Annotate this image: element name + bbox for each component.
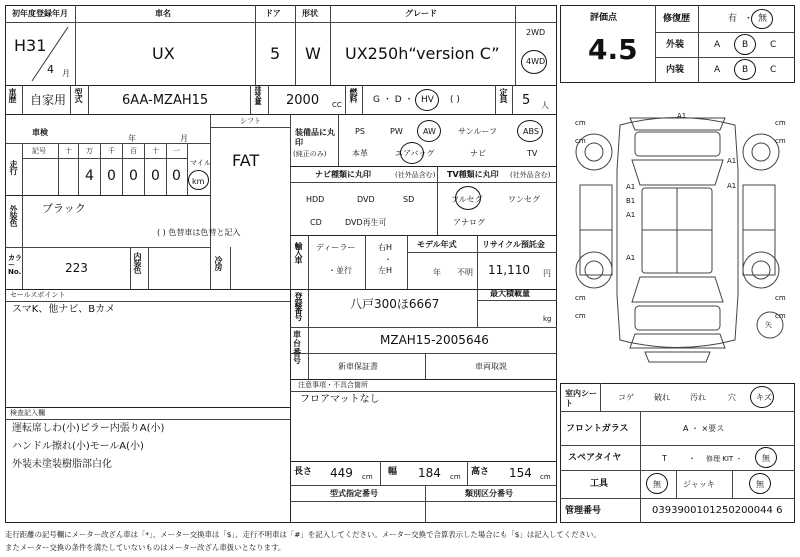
digit-label-ichi: 一 — [173, 147, 180, 155]
navi-dvd: DVD — [357, 195, 375, 204]
mileage-digit-4: 0 — [151, 168, 160, 184]
max-load-unit: kg — [543, 315, 552, 323]
height-unit: cm — [540, 473, 551, 481]
height-value: 154 — [509, 466, 532, 480]
height-label: 高さ — [471, 467, 490, 477]
drive-4wd-circle — [521, 50, 547, 74]
import-dealer: ディーラー — [316, 243, 356, 252]
category-value: 自家用 — [30, 93, 67, 107]
management-label: 管理番号 — [565, 506, 602, 516]
equip-leather: 本革 — [352, 149, 368, 158]
exterior-b-circle — [734, 34, 756, 55]
km-circle — [188, 170, 209, 190]
aircon-label: 冷房 — [214, 256, 223, 270]
category-label: 車歴 — [8, 88, 17, 102]
navi-cd: CD — [310, 218, 322, 227]
door-count: 5 — [270, 44, 281, 63]
mileage-label: 走行 — [9, 160, 18, 174]
cm-5: cm — [575, 294, 586, 302]
exterior-c: C — [770, 40, 777, 50]
shaken-year: 年 — [128, 134, 136, 143]
equip-navi: ナビ — [470, 149, 486, 158]
color-no: 223 — [65, 261, 88, 275]
fuel-hv-circle — [415, 89, 439, 111]
spare-tire-kit: 修理 KIT ・ — [706, 455, 743, 463]
spare-tire-dot: ・ — [688, 454, 696, 463]
exterior-label: 外装 — [666, 40, 685, 50]
tv-label: TV種類に丸印 — [447, 170, 499, 179]
sales-label: セールスポイント — [10, 291, 66, 299]
tv-fullseg: フルセグ — [451, 195, 483, 204]
chassis-label: 車台番号 — [293, 330, 301, 366]
type-designation-label: 型式指定番号 — [330, 489, 378, 498]
first-reg-month: 4 — [47, 63, 54, 76]
spare-tire-t: T — [662, 454, 667, 463]
car-damage-diagram — [560, 90, 795, 380]
sheet-burn: コゲ — [618, 393, 634, 402]
import-right: 右H — [378, 243, 393, 252]
score-value: 4.5 — [588, 33, 638, 66]
recycle-label: リサイクル預託金 — [482, 240, 545, 249]
new-car-warranty: 新車保証書 — [338, 362, 378, 371]
sheet-tear: 破れ — [654, 393, 670, 402]
inspector-line-3: 外装未塗装樹脂部白化 — [12, 459, 112, 470]
cm-8: cm — [775, 312, 786, 320]
exterior-a: A — [714, 40, 721, 50]
inspector-label: 検査記入欄 — [10, 409, 45, 417]
interior-a: A — [714, 65, 721, 75]
repair-label: 修復歴 — [663, 14, 691, 24]
equip-airbag: エアバッグ — [395, 149, 435, 158]
tools-label: 工具 — [590, 479, 609, 489]
model-year-unknown: 不明 — [457, 268, 473, 277]
navi-sd: SD — [403, 195, 415, 204]
exterior-b: B — [742, 40, 749, 50]
footer-line-1: 走行距離の記号欄にメーター改ざん車は「*」、メーター交換車は「$」、走行不明車は「#」を記入してください。メーター交換で合算表示した場合にも「$」は記入してください。 — [5, 530, 601, 539]
model-label: 型式 — [74, 88, 83, 102]
digit-label-juu: 十 — [152, 147, 159, 155]
length-unit: cm — [362, 473, 373, 481]
fuel-selected: HV — [421, 95, 434, 105]
first-reg-label: 初年度登録年月 — [12, 9, 68, 18]
cm-2: cm — [575, 137, 586, 145]
car-name: UX — [152, 44, 175, 63]
import-dot: ・ — [384, 255, 392, 264]
dmg-a1-l2: A1 — [626, 211, 636, 219]
fuel-options: G ・ D ・ — [373, 95, 414, 105]
navi-dvd-play: DVD再生可 — [345, 218, 387, 227]
vehicle-manual: 車両取説 — [475, 362, 507, 371]
repair-no: 無 — [758, 14, 768, 24]
car-name-label: 車名 — [155, 9, 171, 18]
color-value: ブラック — [42, 202, 86, 215]
dmg-a1-r2: A1 — [727, 182, 737, 190]
cm-1: cm — [575, 119, 586, 127]
recycle-value: 11,110 — [488, 263, 530, 277]
notes-value: フロアマットなし — [300, 394, 380, 405]
shaken-label: 車検 — [32, 128, 48, 137]
equip-aw: AW — [423, 127, 436, 136]
jack-value: 無 — [756, 480, 764, 489]
drive-2wd: 2WD — [526, 28, 546, 37]
spare-tire-label: スペアタイヤ — [568, 453, 622, 463]
class-number-label: 類別区分番号 — [465, 489, 513, 498]
jack-label: ジャッキ — [683, 480, 715, 489]
model-value: 6AA-MZAH15 — [122, 93, 209, 108]
cm-6: cm — [575, 312, 586, 320]
cm-4: cm — [775, 137, 786, 145]
fullseg-circle — [455, 186, 481, 210]
digit-label-hyaku: 百 — [130, 147, 137, 155]
sheet-hole: 穴 — [728, 393, 736, 402]
sheet-scratch: キズ — [756, 393, 772, 402]
dmg-a1-l1: A1 — [626, 183, 636, 191]
equip-ps: PS — [355, 127, 365, 136]
score-label: 評価点 — [590, 13, 618, 23]
width-value: 184 — [418, 466, 441, 480]
tv-oneseg: ワンセグ — [508, 195, 540, 204]
equip-abs: ABS — [523, 127, 539, 136]
fuel-paren: ( ) — [450, 95, 460, 105]
color-label: 外装色 — [9, 205, 18, 226]
interior-color-label: 内装色 — [133, 252, 142, 273]
chassis-value: MZAH15-2005646 — [380, 333, 489, 347]
navi-label: ナビ種類に丸印 — [315, 170, 371, 179]
jack-none-circle — [749, 473, 771, 494]
tv-sub: (社外品含む) — [510, 171, 551, 179]
drive-4wd: 4WD — [526, 57, 546, 66]
spare-tire-none: 無 — [762, 454, 770, 463]
capacity-unit: 人 — [541, 101, 549, 110]
mileage-digit-3: 0 — [129, 168, 138, 184]
windshield-label: フロントガラス — [566, 424, 629, 434]
footer-line-2: またメーター交換の条件を満たしていないものはメーター改ざん車扱いとなります。 — [5, 543, 286, 552]
digit-label-code: 記号 — [32, 147, 46, 155]
displacement-unit: CC — [332, 101, 342, 109]
first-reg-era: H31 — [14, 36, 47, 55]
abs-circle — [517, 120, 543, 142]
interior-b: B — [742, 65, 749, 75]
shift-label: シフト — [240, 117, 261, 125]
navi-sub: (社外品含む) — [395, 171, 436, 179]
import-parallel: ・並行 — [328, 266, 352, 275]
tools-value: 無 — [653, 480, 661, 489]
interior-score-label: 内装 — [666, 65, 685, 75]
model-year-year: 年 — [433, 268, 441, 277]
grade-label: グレード — [405, 9, 437, 18]
dmg-arrow-mark: 矢 — [765, 321, 772, 329]
capacity-label: 定員 — [499, 88, 508, 102]
windshield-value: A ・ ×要ス — [683, 424, 725, 433]
recycle-unit: 円 — [543, 269, 551, 278]
width-unit: cm — [450, 473, 461, 481]
repair-no-circle — [751, 9, 773, 29]
color-change-note: ( ) 色替車は色替と記入 — [157, 228, 241, 237]
body-shape: W — [305, 44, 321, 63]
shape-label: 形状 — [302, 9, 318, 18]
length-value: 449 — [330, 466, 353, 480]
max-load-label: 最大積載量 — [490, 289, 530, 298]
equip-tv: TV — [527, 149, 538, 158]
registration-label: 登録番号 — [294, 292, 303, 320]
equipment-sub: (純正のみ) — [293, 150, 327, 158]
interior-b-circle — [734, 59, 756, 80]
dmg-b1-left: B1 — [626, 197, 636, 205]
sheet-scratch-circle — [750, 386, 774, 408]
mileage-unit: km — [192, 177, 205, 186]
inspector-line-2: ハンドル擦れ(小)モールA(小) — [12, 441, 144, 452]
interior-c: C — [770, 65, 777, 75]
spare-none-circle — [755, 447, 777, 468]
equipment-label: 装備品に丸印 — [295, 128, 335, 147]
model-year-label: モデル年式 — [417, 240, 457, 249]
equip-pw: PW — [390, 127, 403, 136]
repair-yes: 有 — [728, 14, 738, 24]
mileage-digit-1: 4 — [85, 168, 94, 184]
sheet-dirt: 汚れ — [690, 393, 706, 402]
airbag-circle — [400, 142, 424, 164]
fuel-label: 燃料 — [349, 88, 358, 102]
length-label: 長さ — [294, 467, 313, 477]
dmg-a1-l3: A1 — [626, 254, 636, 262]
mile-label: マイル — [190, 159, 211, 167]
dmg-a1-top: A1 — [677, 112, 687, 120]
management-value: 0393900101250200044 6 — [652, 505, 783, 516]
grade-value: UX250h“version C” — [345, 44, 500, 63]
sales-value: スマK、他ナビ、Bカメ — [12, 304, 116, 315]
color-no-label: カラーNo. — [8, 254, 22, 276]
door-label: ドア — [265, 9, 281, 18]
dmg-a1-r1: A1 — [727, 157, 737, 165]
displacement-label: 排気量 — [254, 86, 262, 104]
tools-none-circle — [646, 473, 668, 494]
inspector-line-1: 運転席しわ(小)ピラー内張りA(小) — [12, 423, 165, 434]
navi-hdd: HDD — [306, 195, 325, 204]
import-left: 左H — [378, 266, 393, 275]
shift-value: FAT — [232, 151, 260, 170]
mileage-digit-5: 0 — [172, 168, 181, 184]
interior-sheet-label: 室内シート — [565, 389, 597, 408]
equip-sunroof: サンルーフ — [458, 127, 497, 136]
cm-7: cm — [775, 294, 786, 302]
import-label: 輸入車 — [294, 242, 303, 263]
repair-dot: ・ — [744, 14, 754, 24]
cm-3: cm — [775, 119, 786, 127]
digit-label-man: 万 — [86, 147, 93, 155]
shaken-month: 月 — [180, 134, 188, 143]
first-reg-month-unit: 月 — [62, 69, 70, 78]
registration-value: 八戸300ほ6667 — [350, 297, 440, 311]
notes-label: 注意事項・不具合箇所 — [298, 381, 368, 389]
digit-label-sen: 千 — [108, 147, 115, 155]
tv-analog: アナログ — [453, 218, 485, 227]
displacement-value: 2000 — [286, 93, 320, 108]
width-label: 幅 — [388, 467, 398, 477]
digit-label-10man: 十 — [65, 147, 72, 155]
capacity-value: 5 — [522, 93, 531, 108]
aw-circle — [417, 120, 441, 142]
mileage-digit-2: 0 — [107, 168, 116, 184]
